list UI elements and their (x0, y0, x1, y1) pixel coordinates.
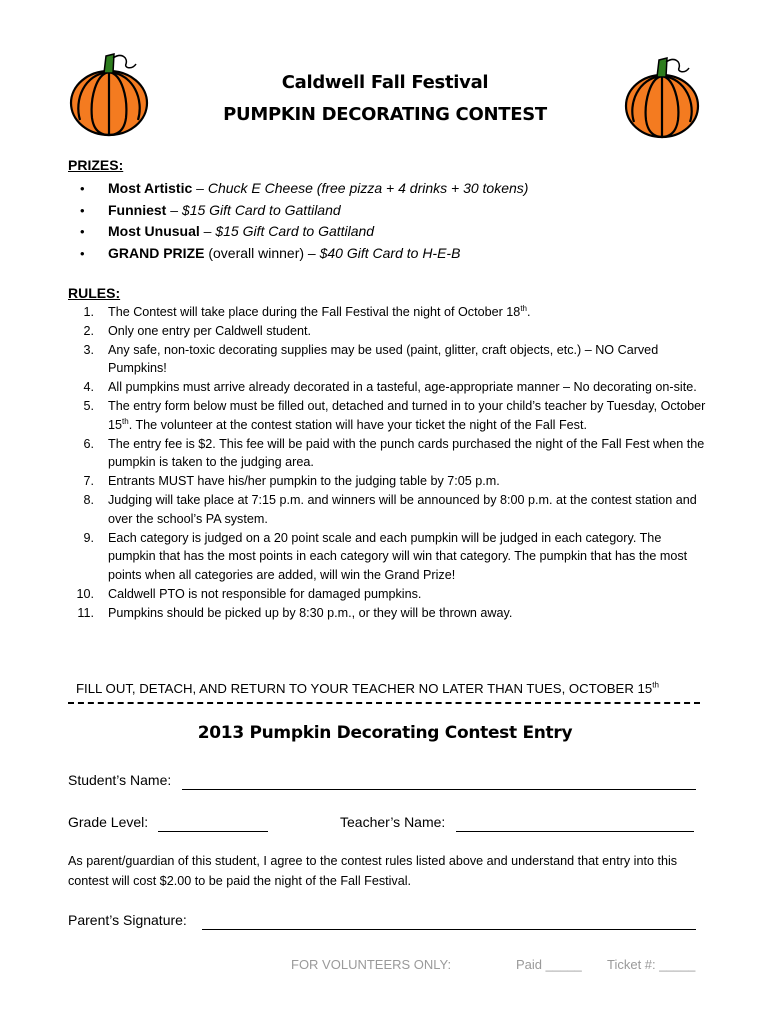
rule-item: 3. Any safe, non-toxic decorating supplies may be used (paint, glitter, craft objects, etc.) – NO Carved Pumpkins! (68, 341, 708, 379)
rule-item: 11. Pumpkins should be picked up by 8:30 p.m., or they will be thrown away. (68, 604, 708, 623)
pumpkin-icon-right (622, 52, 702, 140)
rule-number: 8. (83, 492, 94, 507)
rule-number: 5. (83, 398, 94, 413)
prizes-list (78, 178, 528, 264)
student-name-field[interactable] (182, 789, 696, 790)
paid-field: Paid _____ (516, 957, 582, 972)
teacher-name-label: Teacher’s Name: (340, 814, 446, 830)
teacher-name-field[interactable] (456, 831, 694, 832)
prize-item: • GRAND PRIZE (overall winner) – $40 Gift Card to H-E-B (78, 243, 528, 265)
prize-item: • Most Unusual – $15 Gift Card to Gattiland (78, 221, 528, 243)
rule-item: 10. Caldwell PTO is not responsible for damaged pumpkins. (68, 585, 708, 604)
rule-number: 9. (83, 530, 94, 545)
volunteers-only-label: FOR VOLUNTEERS ONLY: (291, 957, 452, 972)
rule-item: 1. The Contest will take place during the Fall Festival the night of October 18th. (68, 303, 708, 322)
rule-item: 2. Only one entry per Caldwell student. (68, 322, 708, 341)
rule-number: 2. (83, 323, 94, 338)
rule-number: 10. (76, 586, 94, 601)
prize-item: • Most Artistic – Chuck E Cheese (free pizza + 4 drinks + 30 tokens) (78, 178, 528, 200)
rule-item: 5. The entry form below must be filled out, detached and turned in to your child’s teacher by Tuesday, October 15th. The volunteer at the contest station will have your ticket the night of the Fall Fest. (68, 397, 708, 435)
rule-number: 4. (83, 380, 94, 395)
prize-item: • Funniest – $15 Gift Card to Gattiland (78, 200, 528, 222)
rules-list (68, 303, 708, 623)
rule-item: 6. The entry fee is $2. This fee will be paid with the punch cards purchased the night of the Fall Fest when the pumpkin is taken to the judging area. (68, 435, 708, 473)
detach-line (68, 702, 700, 704)
event-title: Caldwell Fall Festival (281, 72, 489, 93)
prizes-heading: PRIZES: (68, 157, 124, 173)
rule-number: 7. (83, 474, 94, 489)
rule-item: 9. Each category is judged on a 20 point scale and each pumpkin will be judged in each category. The pumpkin that has the most points in each category will win that category. The pumpkin that has the most points when all categories are added, will win the Grand Prize! (68, 529, 708, 585)
rule-number: 6. (83, 436, 94, 451)
agreement-text: As parent/guardian of this student, I agree to the contest rules listed above and understand that entry into this contest will cost $2.00 to be paid the night of the Fall Festival. (68, 854, 678, 888)
signature-label: Parent’s Signature: (68, 912, 187, 928)
grade-level-field[interactable] (158, 831, 268, 832)
grade-level-label: Grade Level: (68, 814, 149, 830)
entry-title: 2013 Pumpkin Decorating Contest Entry (197, 723, 573, 743)
rule-number: 11. (77, 605, 94, 620)
rules-heading: RULES: (68, 285, 121, 301)
contest-title: PUMPKIN DECORATING CONTEST (223, 104, 547, 125)
rule-item: 7. Entrants MUST have his/her pumpkin to the judging table by 7:05 p.m. (68, 472, 708, 491)
ticket-number-field: Ticket #: _____ (607, 957, 696, 972)
rule-item: 8. Judging will take place at 7:15 p.m. and winners will be announced by 8:00 p.m. at the contest station and over the school’s PA system. (68, 491, 708, 529)
rule-number: 1. (83, 305, 94, 319)
deadline-notice: FILL OUT, DETACH, AND RETURN TO YOUR TEACHER NO LATER THAN TUES, OCTOBER 15th (76, 680, 659, 696)
signature-field[interactable] (202, 929, 696, 930)
student-name-label: Student’s Name: (68, 772, 172, 788)
rule-item: 4. All pumpkins must arrive already decorated in a tasteful, age-appropriate manner – No decorating on-site. (68, 378, 708, 397)
rule-number: 3. (83, 342, 94, 357)
